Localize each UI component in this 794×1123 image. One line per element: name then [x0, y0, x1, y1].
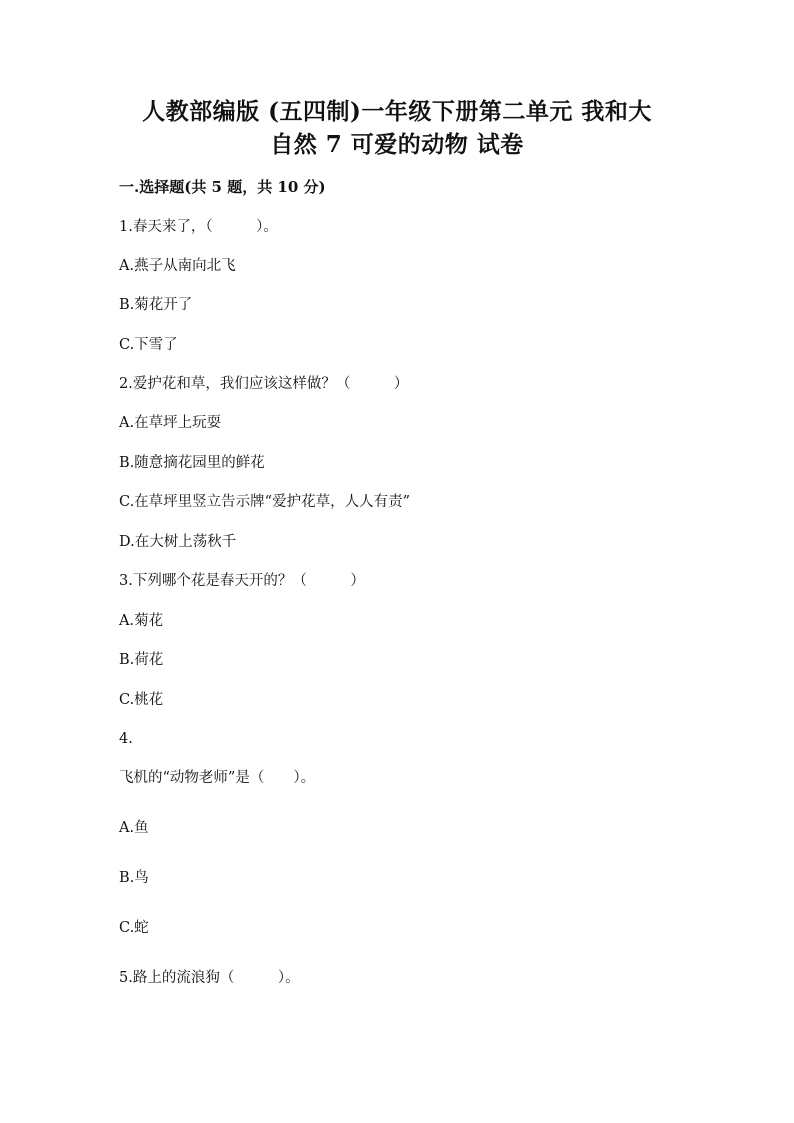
question-1-option-b: B.菊花开了	[119, 297, 193, 313]
question-5-stem: 5.路上的流浪狗（ ）。	[119, 970, 300, 986]
question-4-stem: 飞机的“动物老师”是（ ）。	[119, 770, 316, 786]
question-4-number: 4.	[119, 731, 133, 747]
question-3-option-a: A.菊花	[119, 613, 164, 629]
question-2-option-b: B.随意摘花园里的鲜花	[119, 455, 265, 471]
question-4-option-b: B.鸟	[119, 870, 149, 886]
question-2-stem: 2.爱护花和草，我们应该这样做？（ ）	[119, 376, 409, 392]
question-2-option-a: A.在草坪上玩耍	[119, 415, 222, 431]
question-2-option-d: D.在大树上荡秋千	[119, 534, 237, 550]
question-1-option-a: A.燕子从南向北飞	[119, 258, 236, 274]
page-title-line-2: 自然 7 可爱的动物 试卷	[270, 131, 524, 158]
question-3-option-b: B.荷花	[119, 652, 164, 668]
question-1-option-c: C.下雪了	[119, 337, 178, 353]
page-title-line-1: 人教部编版 (五四制)一年级下册第二单元 我和大	[142, 98, 652, 125]
question-3-stem: 3.下列哪个花是春天开的？（ ）	[119, 573, 365, 589]
section-heading: 一.选择题(共 5 题，共 10 分)	[119, 178, 326, 196]
question-4-option-a: A.鱼	[119, 820, 149, 836]
question-4-option-c: C.蛇	[119, 920, 149, 936]
question-2-option-c: C.在草坪里竖立告示牌“爱护花草，人人有责”	[119, 494, 411, 510]
question-1-stem: 1.春天来了，（ ）。	[119, 219, 278, 235]
question-3-option-c: C.桃花	[119, 692, 164, 708]
